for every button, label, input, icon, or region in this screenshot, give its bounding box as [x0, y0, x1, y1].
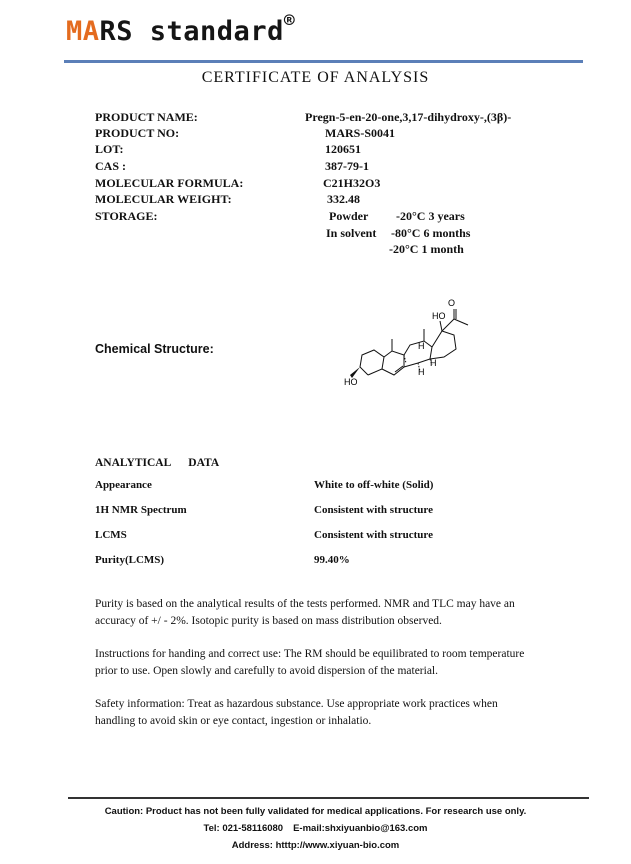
handling-note-line-2: prior to use. Open slowly and carefully to avoid dispersion of the material. — [95, 665, 438, 677]
storage-label: STORAGE: — [95, 209, 158, 223]
atom-ho-3: HO — [344, 377, 358, 387]
storage-powder-condition: -20°C 3 years — [396, 209, 465, 223]
registered-mark: ® — [283, 10, 296, 31]
atom-ho-17: HO — [432, 311, 446, 321]
purity-label: Purity(LCMS) — [95, 554, 165, 566]
molecular-formula-value: C21H32O3 — [323, 176, 381, 190]
email-link[interactable]: E-mail:shxiyuanbio@163.com — [293, 823, 428, 834]
brand-name: RS standard — [99, 16, 284, 47]
storage-solvent-condition-1: -80°C 6 months — [391, 226, 471, 240]
brand-logo — [66, 10, 296, 47]
appearance-label: Appearance — [95, 479, 152, 491]
product-name-label: PRODUCT NAME: — [95, 110, 198, 124]
analytical-heading-word-1: ANALYTICAL — [95, 457, 172, 469]
address-link[interactable]: Address: htttp://www.xiyuan-bio.com — [231, 840, 400, 851]
product-no-label: PRODUCT NO: — [95, 126, 180, 140]
molecular-weight-value: 332.48 — [327, 192, 360, 206]
cas-label: CAS : — [95, 159, 127, 173]
atom-o: O — [448, 298, 456, 308]
storage-powder-form: Powder — [329, 209, 369, 223]
appearance-value: White to off-white (Solid) — [314, 479, 434, 491]
analytical-heading-word-2: DATA — [188, 457, 220, 469]
lcms-value: Consistent with structure — [314, 529, 433, 541]
purity-note-line-1: Purity is based on the analytical results of the tests performed. NMR and TLC may have an — [95, 598, 515, 610]
caution-text: Caution: Product has not been fully validated for medical applications. For research use only. — [104, 806, 527, 817]
oh-bond-17 — [440, 321, 442, 331]
product-no-value: MARS-S0041 — [325, 126, 396, 140]
safety-note-line-1: Safety information: Treat as hazardous substance. Use appropriate work practices when — [95, 698, 498, 710]
cas-value: 387-79-1 — [325, 159, 369, 173]
ring-d — [430, 331, 456, 359]
nmr-value: Consistent with structure — [314, 504, 433, 516]
telephone: Tel: 021-58116080 — [203, 823, 284, 834]
ring-b — [382, 351, 404, 375]
certificate-title: CERTIFICATE OF ANALYSIS — [201, 69, 430, 86]
handling-note-line-1: Instructions for handing and correct use: The RM should be equilibrated to room temperature — [95, 648, 525, 660]
storage-solvent-condition-2: -20°C 1 month — [389, 242, 464, 256]
chemical-structure-diagram — [340, 295, 480, 390]
safety-note-line-2: handling to avoid skin or eye contact, ingestion or inhalatio. — [95, 715, 372, 727]
lot-value: 120651 — [325, 142, 361, 156]
lot-label: LOT: — [95, 142, 124, 156]
footer-divider — [68, 797, 589, 799]
atom-h-9: H — [418, 367, 425, 377]
molecular-weight-label: MOLECULAR WEIGHT: — [95, 192, 232, 206]
storage-solvent-form: In solvent — [326, 226, 377, 240]
brand-accent: MA — [66, 16, 100, 47]
ring-a — [360, 350, 384, 375]
methyl-c21 — [454, 319, 468, 325]
header-divider — [64, 60, 583, 63]
nmr-label: 1H NMR Spectrum — [95, 504, 187, 516]
contact-line — [0, 823, 631, 834]
atom-h-8: H — [418, 341, 425, 351]
product-name-value: Pregn-5-en-20-one,3,17-dihydroxy-,(3β)- — [305, 110, 512, 124]
lcms-label: LCMS — [95, 529, 127, 541]
analytical-heading — [95, 457, 219, 469]
atom-h-14: H — [430, 358, 437, 368]
purity-value: 99.40% — [314, 554, 350, 566]
purity-note-line-2: accuracy of +/ - 2%. Isotopic purity is based on mass distribution observed. — [95, 615, 442, 627]
chemical-structure-label: Chemical Structure: — [95, 342, 214, 356]
molecular-formula-label: MOLECULAR FORMULA: — [95, 176, 244, 190]
